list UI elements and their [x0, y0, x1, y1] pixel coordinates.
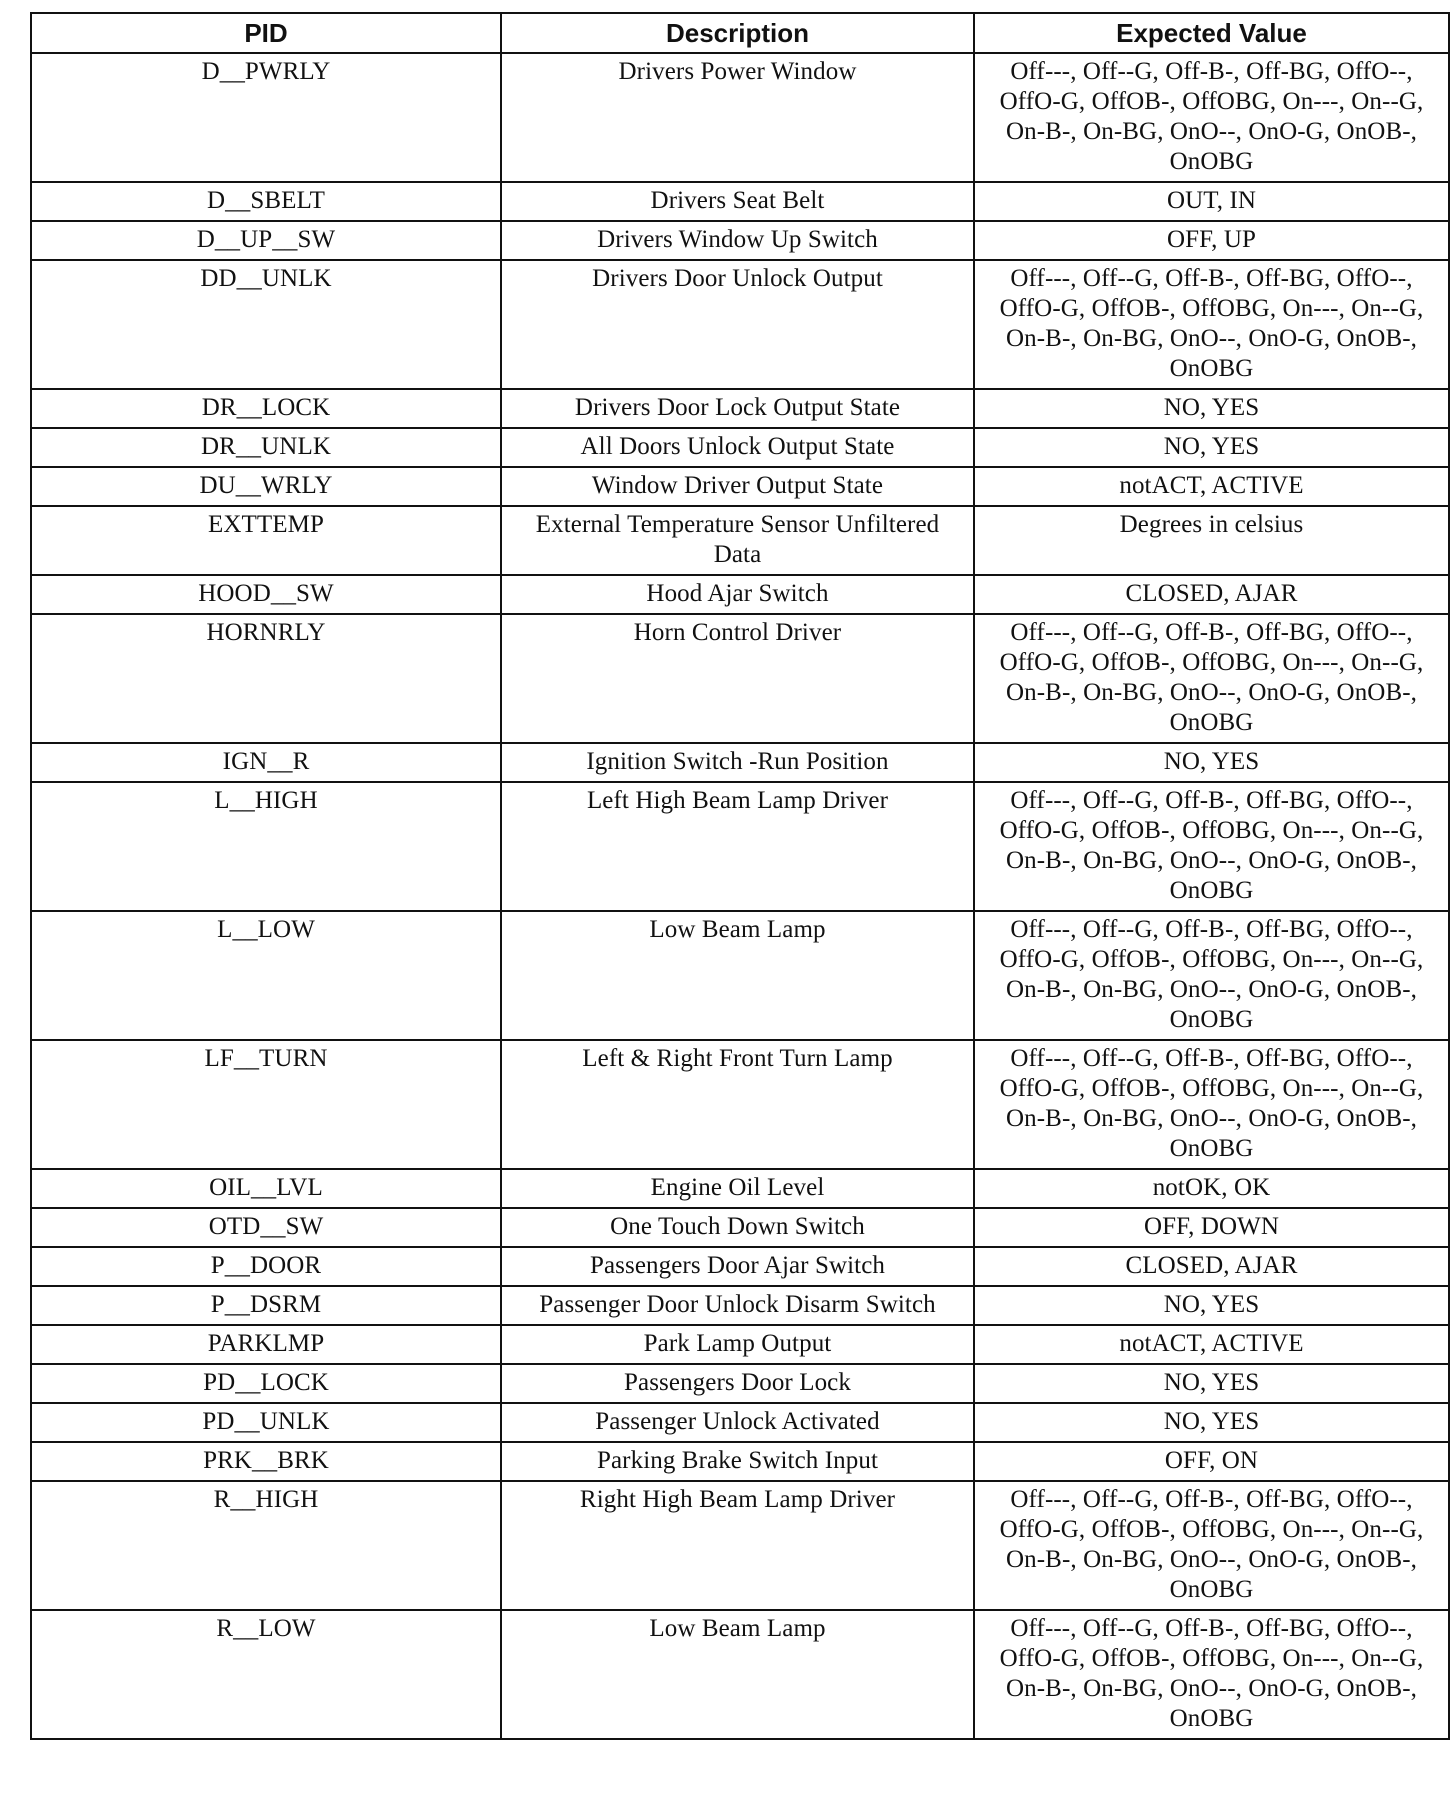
pid-cell: PD__LOCK	[31, 1364, 501, 1403]
table-row	[31, 53, 1449, 182]
description-cell: Passengers Door Ajar Switch	[501, 1247, 974, 1286]
expected-value-cell: NO, YES	[974, 389, 1449, 428]
table-row	[31, 1325, 1449, 1364]
pid-table-body	[31, 53, 1449, 1739]
table-row	[31, 389, 1449, 428]
pid-cell: L__HIGH	[31, 782, 501, 911]
table-row	[31, 221, 1449, 260]
table-row	[31, 1208, 1449, 1247]
pid-cell: OIL__LVL	[31, 1169, 501, 1208]
pid-cell: PRK__BRK	[31, 1442, 501, 1481]
description-cell: Park Lamp Output	[501, 1325, 974, 1364]
pid-cell: PD__UNLK	[31, 1403, 501, 1442]
pid-cell: IGN__R	[31, 743, 501, 782]
expected-value-cell: OUT, IN	[974, 182, 1449, 221]
pid-cell: L__LOW	[31, 911, 501, 1040]
description-cell: Drivers Seat Belt	[501, 182, 974, 221]
table-row	[31, 782, 1449, 911]
description-cell: Horn Control Driver	[501, 614, 974, 743]
description-cell: Drivers Door Unlock Output	[501, 260, 974, 389]
expected-value-cell: Off---, Off--G, Off-B-, Off-BG, OffO--, OffO-G, OffOB-, OffOBG, On---, On--G, On-B-, On-BG, OnO--, OnO-G, OnOB-, OnOBG	[974, 614, 1449, 743]
table-row	[31, 467, 1449, 506]
expected-value-cell: Off---, Off--G, Off-B-, Off-BG, OffO--, OffO-G, OffOB-, OffOBG, On---, On--G, On-B-, On-BG, OnO--, OnO-G, OnOB-, OnOBG	[974, 1610, 1449, 1739]
description-cell: Low Beam Lamp	[501, 911, 974, 1040]
description-cell: Passenger Unlock Activated	[501, 1403, 974, 1442]
table-row	[31, 1442, 1449, 1481]
description-cell: Right High Beam Lamp Driver	[501, 1481, 974, 1610]
pid-cell: D__PWRLY	[31, 53, 501, 182]
table-row	[31, 743, 1449, 782]
description-cell: Low Beam Lamp	[501, 1610, 974, 1739]
pid-cell: P__DSRM	[31, 1286, 501, 1325]
table-row	[31, 260, 1449, 389]
pid-cell: HORNRLY	[31, 614, 501, 743]
description-cell: Left High Beam Lamp Driver	[501, 782, 974, 911]
pid-cell: P__DOOR	[31, 1247, 501, 1286]
description-cell: Drivers Power Window	[501, 53, 974, 182]
expected-value-cell: CLOSED, AJAR	[974, 1247, 1449, 1286]
expected-value-cell: NO, YES	[974, 1364, 1449, 1403]
description-cell: Engine Oil Level	[501, 1169, 974, 1208]
expected-value-cell: NO, YES	[974, 1286, 1449, 1325]
expected-value-cell: NO, YES	[974, 428, 1449, 467]
table-row	[31, 614, 1449, 743]
pid-cell: EXTTEMP	[31, 506, 501, 575]
table-row	[31, 1610, 1449, 1739]
pid-table	[30, 12, 1450, 1740]
description-cell: Window Driver Output State	[501, 467, 974, 506]
expected-value-cell: notACT, ACTIVE	[974, 467, 1449, 506]
table-row	[31, 575, 1449, 614]
description-cell: Drivers Door Lock Output State	[501, 389, 974, 428]
description-cell: External Temperature Sensor Unfiltered Data	[501, 506, 974, 575]
table-row	[31, 1040, 1449, 1169]
expected-value-cell: NO, YES	[974, 743, 1449, 782]
table-row	[31, 1247, 1449, 1286]
pid-cell: HOOD__SW	[31, 575, 501, 614]
expected-value-cell: notACT, ACTIVE	[974, 1325, 1449, 1364]
table-row	[31, 1364, 1449, 1403]
description-cell: Ignition Switch -Run Position	[501, 743, 974, 782]
expected-value-cell: Off---, Off--G, Off-B-, Off-BG, OffO--, OffO-G, OffOB-, OffOBG, On---, On--G, On-B-, On-BG, OnO--, OnO-G, OnOB-, OnOBG	[974, 1481, 1449, 1610]
pid-cell: PARKLMP	[31, 1325, 501, 1364]
expected-value-cell: Degrees in celsius	[974, 506, 1449, 575]
header-row	[31, 13, 1449, 53]
table-row	[31, 1286, 1449, 1325]
pid-cell: DD__UNLK	[31, 260, 501, 389]
description-cell: Passengers Door Lock	[501, 1364, 974, 1403]
expected-value-cell: Off---, Off--G, Off-B-, Off-BG, OffO--, OffO-G, OffOB-, OffOBG, On---, On--G, On-B-, On-BG, OnO--, OnO-G, OnOB-, OnOBG	[974, 782, 1449, 911]
expected-value-cell: OFF, UP	[974, 221, 1449, 260]
pid-table-header	[31, 13, 1449, 53]
pid-cell: D__SBELT	[31, 182, 501, 221]
expected-value-cell: Off---, Off--G, Off-B-, Off-BG, OffO--, OffO-G, OffOB-, OffOBG, On---, On--G, On-B-, On-BG, OnO--, OnO-G, OnOB-, OnOBG	[974, 911, 1449, 1040]
description-cell: Parking Brake Switch Input	[501, 1442, 974, 1481]
pid-cell: DR__LOCK	[31, 389, 501, 428]
table-row	[31, 1403, 1449, 1442]
expected-value-cell: OFF, ON	[974, 1442, 1449, 1481]
table-row	[31, 1481, 1449, 1610]
pid-cell: R__HIGH	[31, 1481, 501, 1610]
table-row	[31, 428, 1449, 467]
header-pid: PID	[31, 13, 501, 53]
expected-value-cell: notOK, OK	[974, 1169, 1449, 1208]
table-row	[31, 911, 1449, 1040]
description-cell: Passenger Door Unlock Disarm Switch	[501, 1286, 974, 1325]
header-expected-value: Expected Value	[974, 13, 1449, 53]
description-cell: Hood Ajar Switch	[501, 575, 974, 614]
pid-cell: OTD__SW	[31, 1208, 501, 1247]
expected-value-cell: NO, YES	[974, 1403, 1449, 1442]
pid-cell: LF__TURN	[31, 1040, 501, 1169]
pid-cell: R__LOW	[31, 1610, 501, 1739]
expected-value-cell: Off---, Off--G, Off-B-, Off-BG, OffO--, OffO-G, OffOB-, OffOBG, On---, On--G, On-B-, On-BG, OnO--, OnO-G, OnOB-, OnOBG	[974, 260, 1449, 389]
pid-cell: DU__WRLY	[31, 467, 501, 506]
expected-value-cell: Off---, Off--G, Off-B-, Off-BG, OffO--, OffO-G, OffOB-, OffOBG, On---, On--G, On-B-, On-BG, OnO--, OnO-G, OnOB-, OnOBG	[974, 1040, 1449, 1169]
description-cell: Drivers Window Up Switch	[501, 221, 974, 260]
expected-value-cell: OFF, DOWN	[974, 1208, 1449, 1247]
expected-value-cell: Off---, Off--G, Off-B-, Off-BG, OffO--, OffO-G, OffOB-, OffOBG, On---, On--G, On-B-, On-BG, OnO--, OnO-G, OnOB-, OnOBG	[974, 53, 1449, 182]
header-description: Description	[501, 13, 974, 53]
table-row	[31, 182, 1449, 221]
pid-table-sheet	[30, 12, 1448, 1740]
table-row	[31, 1169, 1449, 1208]
description-cell: All Doors Unlock Output State	[501, 428, 974, 467]
pid-cell: D__UP__SW	[31, 221, 501, 260]
pid-cell: DR__UNLK	[31, 428, 501, 467]
table-row	[31, 506, 1449, 575]
expected-value-cell: CLOSED, AJAR	[974, 575, 1449, 614]
description-cell: One Touch Down Switch	[501, 1208, 974, 1247]
description-cell: Left & Right Front Turn Lamp	[501, 1040, 974, 1169]
